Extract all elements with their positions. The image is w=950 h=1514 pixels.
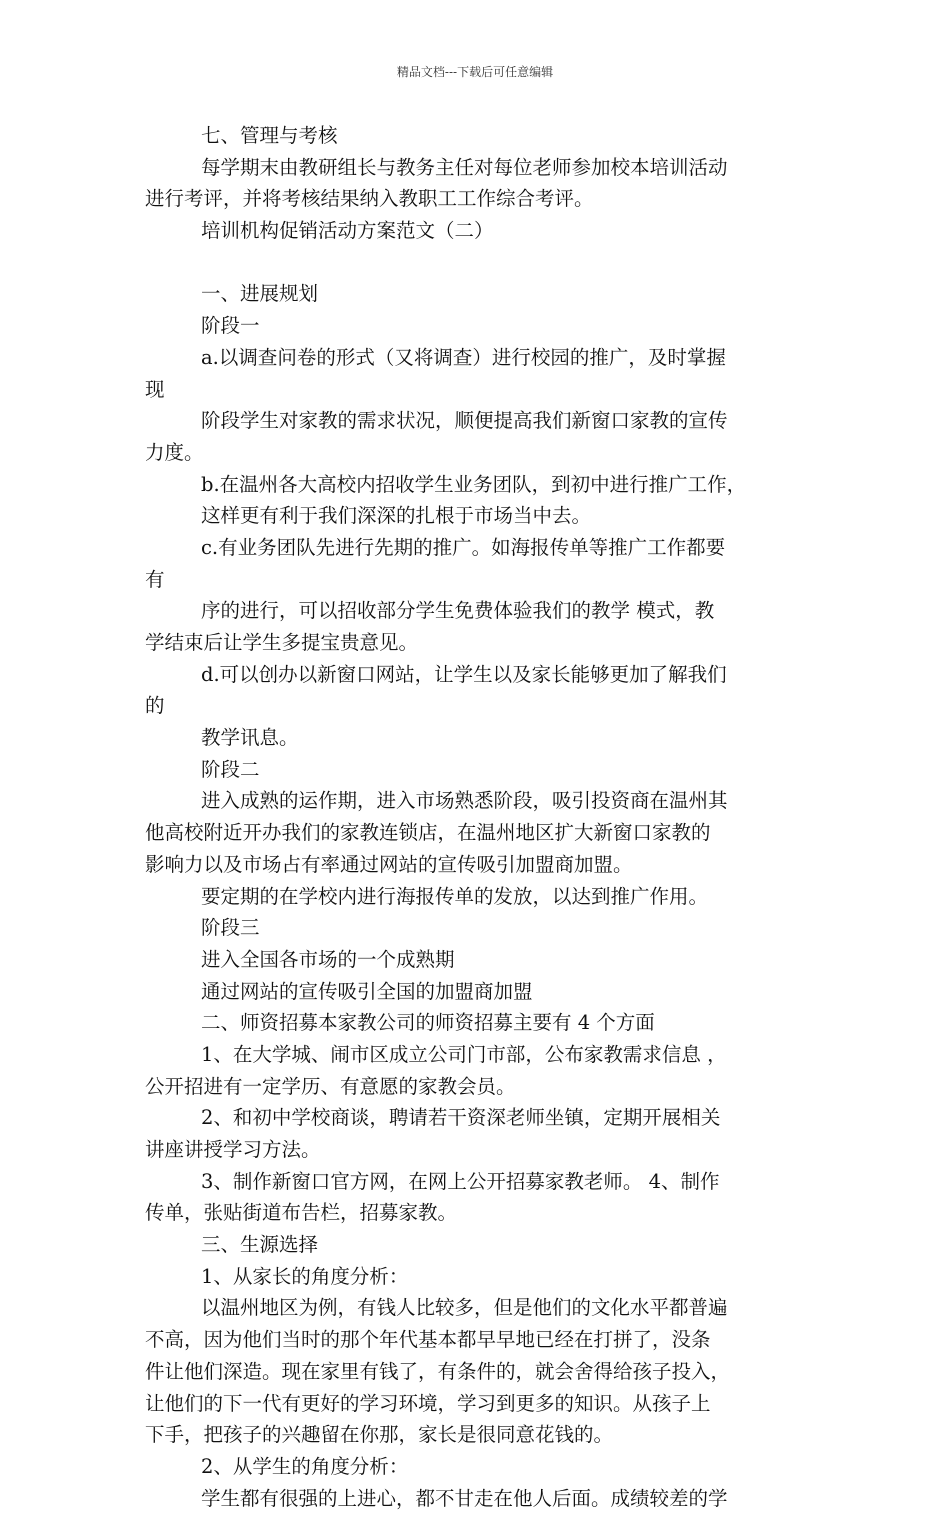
paragraph-line: 这样更有利于我们深深的扎根于市场当中去。 <box>201 504 592 528</box>
paragraph-line: 传单，张贴街道布告栏，招募家教。 <box>145 1201 458 1225</box>
paragraph-line: 下手，把孩子的兴趣留在你那，家长是很同意花钱的。 <box>145 1423 614 1447</box>
paragraph-line: 讲座讲授学习方法。 <box>145 1138 321 1161</box>
paragraph-line: 进入成熟的运作期，进入市场熟悉阶段，吸引投资商在温州其 <box>201 789 728 813</box>
paragraph-line: 通过网站的宣传吸引全国的加盟商加盟 <box>201 979 533 1003</box>
paragraph-line: 他高校附近开办我们的家教连锁店，在温州地区扩大新窗口家教的 <box>145 821 711 845</box>
paragraph-line: a.以调查问卷的形式（又将调查）进行校园的推广，及时掌握 <box>201 345 726 369</box>
paragraph-line: 公开招进有一定学历、有意愿的家教会员。 <box>145 1074 516 1098</box>
paragraph-line: 影响力以及市场占有率通过网站的宣传吸引加盟商加盟。 <box>145 852 633 876</box>
paragraph-line: 阶段一 <box>201 314 260 338</box>
paragraph-line: 教学讯息。 <box>201 726 299 750</box>
paragraph-line: 学结束后让学生多提宝贵意见。 <box>145 631 419 654</box>
page-header: 精品文档---下载后可任意编辑 <box>396 65 554 79</box>
paragraph-line: 1、从家长的角度分析： <box>201 1264 409 1288</box>
paragraph-line: b.在温州各大高校内招收学生业务团队，到初中进行推广工作， <box>201 472 747 496</box>
paragraph-line: 三、生源选择 <box>201 1233 319 1257</box>
paragraph-line: 学生都有很强的上进心，都不甘走在他人后面。成绩较差的学 <box>201 1486 728 1510</box>
paragraph-line: 现 <box>145 377 165 401</box>
paragraph-line: 不高，因为他们当时的那个年代基本都早早地已经在打拼了，没条 <box>145 1328 711 1352</box>
paragraph-line: d.可以创办以新窗口网站，让学生以及家长能够更加了解我们 <box>201 662 727 686</box>
paragraph-line: 培训机构促销活动方案范文（二） <box>201 219 494 243</box>
paragraph-line: 件让他们深造。现在家里有钱了，有条件的，就会舍得给孩子投入， <box>145 1359 731 1383</box>
paragraph-line: 阶段三 <box>201 916 260 940</box>
paragraph-line: 的 <box>145 694 165 718</box>
paragraph-line: 七、管理与考核 <box>201 124 338 147</box>
paragraph-line: 2、从学生的角度分析： <box>201 1454 409 1478</box>
paragraph-line: 有 <box>145 567 165 591</box>
paragraph-line: 阶段二 <box>201 757 260 781</box>
paragraph-line: 2、和初中学校商谈，聘请若干资深老师坐镇，定期开展相关 <box>201 1106 721 1130</box>
paragraph-line: 1、在大学城、闹市区成立公司门市部，公布家教需求信息 ， <box>201 1042 727 1066</box>
paragraph-line: c.有业务团队先进行先期的推广。如海报传单等推广工作都要 <box>201 535 726 559</box>
paragraph-line: 以温州地区为例，有钱人比较多，但是他们的文化水平都普遍 <box>201 1296 728 1320</box>
blank-line <box>145 247 815 279</box>
paragraph-line: 阶段学生对家教的需求状况，顺便提高我们新窗口家教的宣传 <box>201 409 728 433</box>
paragraph-line: 一、进展规划 <box>201 282 319 306</box>
paragraph-line: 要定期的在学校内进行海报传单的发放，以达到推广作用。 <box>201 884 709 908</box>
paragraph-line: 序的进行，可以招收部分学生免费体验我们的教学 模式，教 <box>201 599 715 623</box>
paragraph-line: 二、师资招募本家教公司的师资招募主要有 4 个方面 <box>201 1011 655 1035</box>
paragraph-line: 让他们的下一代有更好的学习环境，学习到更多的知识。从孩子上 <box>145 1391 711 1415</box>
paragraph-line: 进入全国各市场的一个成熟期 <box>201 947 455 971</box>
paragraph-line: 每学期末由教研组长与教务主任对每位老师参加校本培训活动 <box>201 155 728 179</box>
paragraph-line: 3、制作新窗口官方网，在网上公开招募家教老师。 4、制作 <box>201 1169 720 1193</box>
document-body <box>145 120 815 1514</box>
paragraph-line: 力度。 <box>145 440 204 464</box>
paragraph-line: 进行考评，并将考核结果纳入教职工工作综合考评。 <box>145 187 594 211</box>
